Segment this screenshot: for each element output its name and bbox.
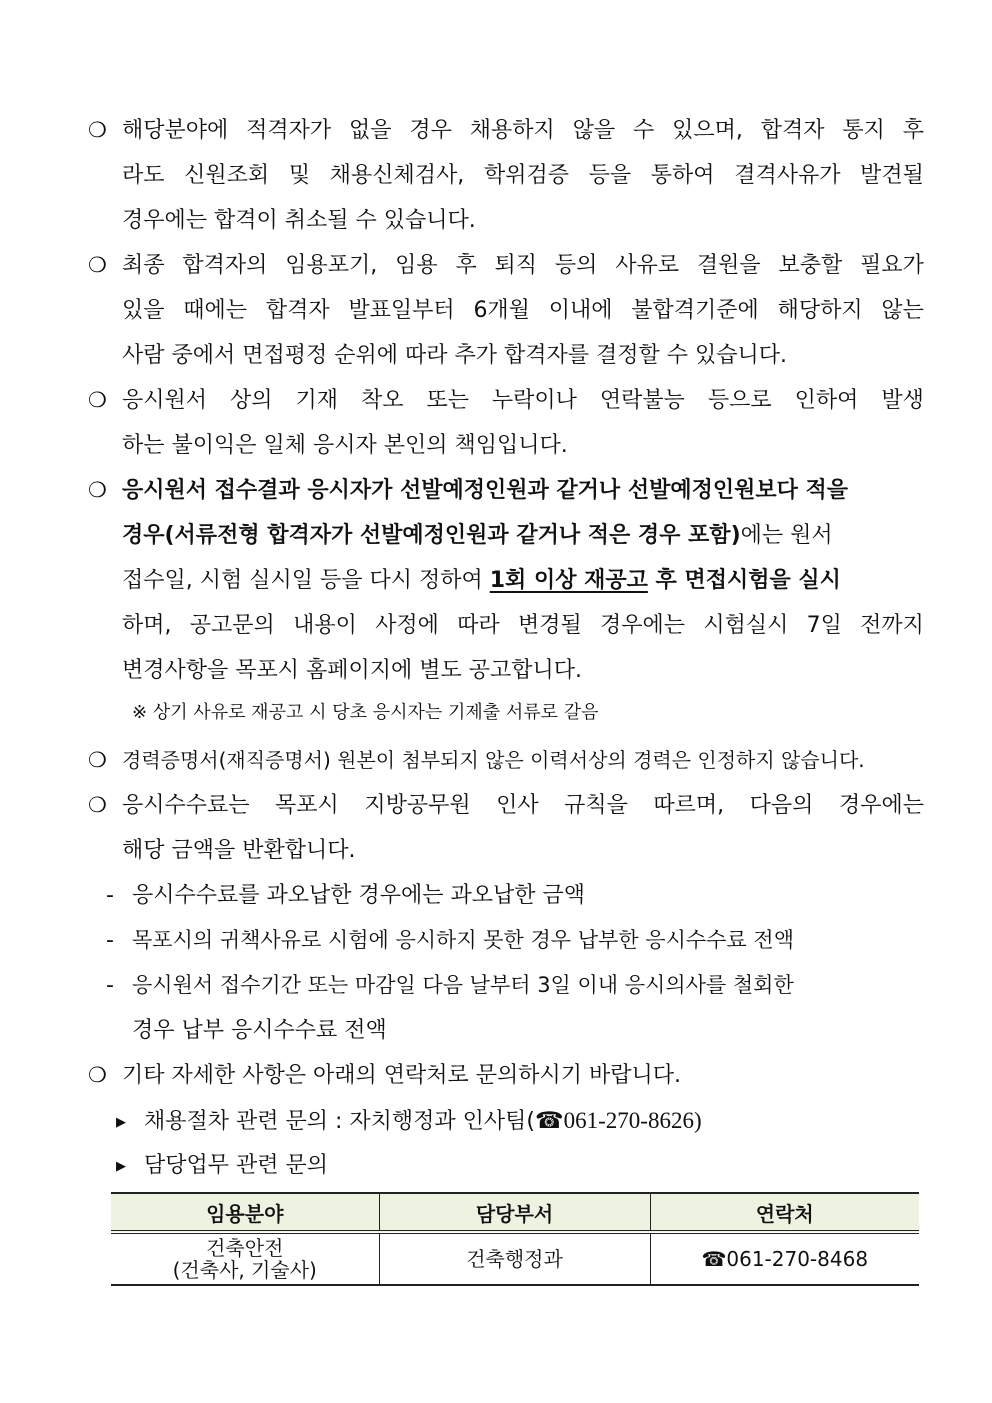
circle-bullet-icon: ❍	[88, 1063, 107, 1087]
inquiry-process-phone: ☎061-270-8626)	[535, 1108, 702, 1133]
triangle-right-icon: ▶	[116, 1114, 126, 1130]
notice-bold-text: 후 면접시험을 실시	[647, 568, 841, 593]
dash-marker: -	[106, 973, 114, 998]
inquiry-process	[116, 1098, 702, 1143]
notice-line: 해당분야에 적격자가 없을 경우 채용하지 않을 수 있으며, 합격자 통지 후	[122, 118, 924, 143]
notice-item-1	[88, 108, 924, 243]
triangle-right-icon: ▶	[116, 1158, 126, 1174]
inquiry-process-label: 채용절차 관련 문의 : 자치행정과 인사팀(	[144, 1109, 535, 1134]
contact-intro: 기타 자세한 사항은 아래의 연락처로 문의하시기 바랍니다.	[122, 1063, 682, 1088]
field-name: 건축안전	[206, 1236, 284, 1260]
notice-item-6	[88, 783, 924, 873]
notice-line: 있을 때에는 합격자 발표일부터 6개월 이내에 불합격기준에 해당하지 않는	[122, 298, 924, 323]
refund-case-2	[106, 918, 924, 963]
notice-line-bold: 응시원서 접수결과 응시자가 선발예정인원과 같거나 선발예정인원보다 적을	[122, 478, 849, 503]
column-header: 연락처	[650, 1193, 919, 1232]
refund-case-3	[106, 963, 924, 1053]
field-qualification: (건축사, 기술사)	[172, 1258, 317, 1282]
notice-line: 경우에는 합격이 취소될 수 있습니다.	[122, 208, 476, 233]
refund-line: 응시원서 접수기간 또는 마감일 다음 날부터 3일 이내 응시의사를 철회한	[132, 973, 794, 997]
notice-bold-text: 경우(서류전형 합격자가 선발예정인원과 같거나 적은 경우 포함)	[122, 523, 741, 548]
inquiry-duty-label: 담당업무 관련 문의	[144, 1153, 329, 1178]
circle-bullet-icon: ❍	[88, 388, 107, 412]
department-cell: 건축행정과	[379, 1232, 650, 1285]
notice-item-3	[88, 378, 924, 468]
notice-text: 에는 원서	[740, 523, 833, 548]
notice-line	[122, 558, 924, 603]
reference-note: ※ 상기 사유로 재공고 시 당초 응시자는 기제출 서류로 갈음	[132, 702, 599, 723]
notice-line: 변경사항을 목포시 홈페이지에 별도 공고합니다.	[122, 658, 583, 683]
refund-line: 목포시의 귀책사유로 시험에 응시하지 못한 경우 납부한 응시수수료 전액	[132, 928, 794, 952]
notice-line: 경력증명서(재직증명서) 원본이 첨부되지 않은 이력서상의 경력은 인정하지 않습니다.	[122, 748, 865, 772]
notice-line	[122, 513, 924, 558]
notice-text: 접수일, 시험 실시일 등을 다시 정하여	[122, 568, 490, 593]
circle-bullet-icon: ❍	[88, 253, 107, 277]
refund-line: 경우 납부 응시수수료 전액	[132, 1018, 387, 1043]
notice-line: 응시수수료는 목포시 지방공무원 인사 규칙을 따르며, 다음의 경우에는	[122, 793, 924, 818]
phone-cell: ☎061-270-8468	[650, 1232, 919, 1285]
notice-line: 해당 금액을 반환합니다.	[122, 838, 356, 863]
dash-marker: -	[106, 928, 114, 953]
notice-line: 사람 중에서 면접평정 순위에 따라 추가 합격자를 결정할 수 있습니다.	[122, 343, 787, 368]
notice-underlined-text: 1회 이상 재공고	[489, 568, 648, 593]
notice-item-2	[88, 243, 924, 378]
circle-bullet-icon: ❍	[88, 793, 107, 817]
circle-bullet-icon: ❍	[88, 748, 107, 772]
inquiry-duty	[116, 1143, 328, 1188]
table-header-row	[111, 1193, 919, 1232]
column-header: 임용분야	[111, 1193, 379, 1232]
notice-item-7	[88, 1053, 924, 1098]
contact-table	[111, 1192, 919, 1286]
notice-line: 최종 합격자의 임용포기, 임용 후 퇴직 등의 사유로 결원을 보충할 필요가	[122, 253, 924, 278]
table-row	[111, 1232, 919, 1285]
circle-bullet-icon: ❍	[88, 478, 107, 502]
dash-marker: -	[106, 883, 114, 908]
field-cell	[111, 1232, 379, 1285]
notice-line: 응시원서 상의 기재 착오 또는 누락이나 연락불능 등으로 인하여 발생	[122, 388, 924, 413]
notice-item-5	[88, 738, 924, 783]
circle-bullet-icon: ❍	[88, 118, 107, 142]
refund-line: 응시수수료를 과오납한 경우에는 과오납한 금액	[132, 883, 586, 908]
notice-line: 라도 신원조회 및 채용신체검사, 학위검증 등을 통하여 결격사유가 발견될	[122, 163, 924, 188]
notice-item-4	[88, 468, 924, 693]
refund-case-1	[106, 873, 924, 918]
notice-line: 하며, 공고문의 내용이 사정에 따라 변경될 경우에는 시험실시 7일 전까지	[122, 613, 924, 638]
column-header: 담당부서	[379, 1193, 650, 1232]
notice-line: 하는 불이익은 일체 응시자 본인의 책임입니다.	[122, 433, 568, 458]
